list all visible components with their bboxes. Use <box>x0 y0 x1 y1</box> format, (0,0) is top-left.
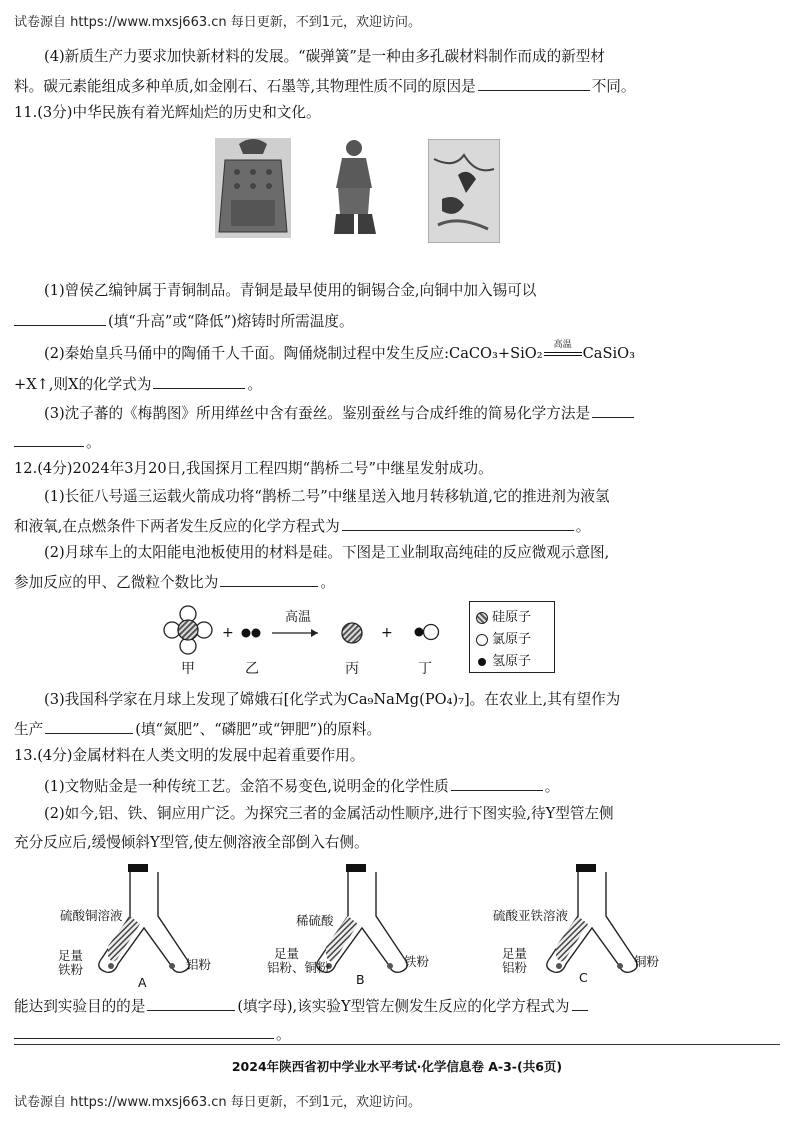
chlorine-atom-icon <box>476 634 488 646</box>
answer-blank[interactable] <box>342 516 574 531</box>
hydrogen-atom-icon <box>478 658 486 666</box>
q12-p3-line1: (3)我国科学家在月球上发现了嫦娥石[化学式为Ca₉NaMg(PO₄)₇]。在农业上,其有望作为 <box>44 691 621 708</box>
tube-a-solid-amount: 足量 <box>58 948 84 963</box>
answer-blank[interactable] <box>220 572 318 587</box>
q13-p2-line1: (2)如今,铝、铁、铜应用广泛。为探究三者的金属活动性顺序,进行下图实验,待Y型管左侧 <box>44 805 614 822</box>
q10-p4-line2: 料。碳元素能组成多种单质,如金刚石、石墨等,其物理性质不同的原因是 不同。 <box>14 78 636 95</box>
answer-blank[interactable] <box>14 1024 274 1039</box>
q11-p2-line1: (2)秦始皇兵马俑中的陶俑千人千面。陶俑烧制过程中发生反应:CaCO₃+SiO₂ 高温 CaSiO₃ <box>44 340 635 362</box>
q13-p1: (1)文物贴金是一种传统工艺。金箔不易变色,说明金的化学性质 。 <box>44 778 560 795</box>
answer-blank[interactable] <box>14 311 106 326</box>
tube-c-right-solid: 铜粉 <box>634 954 660 969</box>
tube-a-solid-name: 铁粉 <box>58 962 84 977</box>
source-banner-top: 试卷源自 https://www.mxsj663.cn 每日更新，不到1元，欢迎访问。 <box>14 15 422 30</box>
molecule-ding <box>415 625 439 640</box>
q11-p1-line2: (填“升高”或“降低”)熔铸时所需温度。 <box>14 311 354 331</box>
label-ding: 丁 <box>418 661 432 677</box>
tube-a-label: A <box>138 975 147 990</box>
q12-p2-line1: (2)月球车上的太阳能电池板使用的材料是硅。下图是工业制取高纯硅的反应微观示意图, <box>44 544 610 561</box>
answer-blank[interactable] <box>45 719 133 734</box>
q12-p1-line2: 和液氧,在点燃条件下两者发生反应的化学方程式为 。 <box>14 518 591 535</box>
q13-p3-line2: 。 <box>14 1024 291 1044</box>
q11-title: 11.(3分)中华民族有着光辉灿烂的历史和文化。 <box>14 104 321 121</box>
q10-p4-line1: (4)新质生产力要求加快新材料的发展。“碳弹簧”是一种由多孔碳材料制作而成的新型材 <box>44 48 605 65</box>
answer-blank[interactable] <box>153 374 245 389</box>
tube-b-solution: 稀硫酸 <box>296 913 334 928</box>
plus-sign: + <box>222 625 234 641</box>
molecule-yi <box>242 629 261 638</box>
reaction-condition: 高温 <box>285 610 312 625</box>
q12-p2-line2: 参加反应的甲、乙微粒个数比为 。 <box>14 574 335 591</box>
tube-b-solid-name: 铝粉、铜粉 <box>267 960 330 975</box>
q12-p1-line1: (1)长征八号遥三运载火箭成功将“鹊桥二号”中继星送入地月转移轨道,它的推进剂为液氢 <box>44 488 610 505</box>
q13-title: 13.(4分)金属材料在人类文明的发展中起着重要作用。 <box>14 747 365 764</box>
answer-blank[interactable] <box>592 403 634 418</box>
q11-p3-line1: (3)沈子蕃的《梅鹊图》所用缂丝中含有蚕丝。鉴别蚕丝与合成纤维的简易化学方法是 <box>44 403 636 423</box>
q11-p2-line2: +X↑,则X的化学式为 。 <box>14 376 263 393</box>
answer-blank[interactable] <box>572 996 588 1011</box>
magpie-painting-image <box>428 139 500 243</box>
label-bing: 丙 <box>345 661 359 677</box>
atom-legend: 硅原子 氯原子 氢原子 <box>469 601 555 673</box>
molecule-jia <box>164 606 212 654</box>
page-footer: 2024年陕西省初中学业水平考试·化学信息卷 A-3-(共6页) <box>231 1059 563 1074</box>
q11-p1-line1: (1)曾侯乙编钟属于青铜制品。青铜是最早使用的铜锡合金,向铜中加入锡可以 <box>44 282 537 299</box>
answer-blank[interactable] <box>14 432 84 447</box>
tube-c-solid-name: 铝粉 <box>502 960 528 975</box>
terracotta-warrior-image <box>328 138 380 236</box>
q12-title: 12.(4分)2024年3月20日,我国探月工程四期“鹊桥二号”中继星发射成功。 <box>14 460 493 477</box>
q13-p3-line1: 能达到实验目的的是 (填字母),该实验Y型管左侧发生反应的化学方程式为 <box>14 996 590 1016</box>
q12-p3-line2: 生产 (填“氮肥”、“磷肥”或“钾肥”)的原料。 <box>14 721 382 738</box>
label-jia: 甲 <box>181 661 195 677</box>
source-banner-bottom: 试卷源自 https://www.mxsj663.cn 每日更新，不到1元，欢迎访问。 <box>14 1095 422 1110</box>
tube-a-right-solid: 铝粉 <box>186 957 212 972</box>
answer-blank[interactable] <box>451 776 543 791</box>
tube-b-solid-amount: 足量 <box>274 946 300 961</box>
molecule-bing <box>342 623 362 643</box>
answer-blank[interactable] <box>147 996 235 1011</box>
tube-c-solid-amount: 足量 <box>502 946 528 961</box>
tube-b-label: B <box>356 972 365 987</box>
plus-sign: + <box>381 625 393 641</box>
tube-c-solution: 硫酸亚铁溶液 <box>493 908 569 923</box>
tube-b-right-solid: 铁粉 <box>404 954 430 969</box>
tube-c-label: C <box>579 970 588 985</box>
label-yi: 乙 <box>245 661 259 677</box>
q13-p2-line2: 充分反应后,缓慢倾斜Y型管,使左侧溶液全部倒入右侧。 <box>14 834 369 851</box>
reaction-arrow: 高温 <box>543 345 583 363</box>
silicon-atom-icon <box>476 612 488 624</box>
q11-p3-line2: 。 <box>14 432 101 452</box>
bronze-bell-image <box>213 138 293 238</box>
tube-a-solution: 硫酸铜溶液 <box>60 908 123 923</box>
footer-divider <box>14 1044 780 1045</box>
answer-blank[interactable] <box>478 76 590 91</box>
